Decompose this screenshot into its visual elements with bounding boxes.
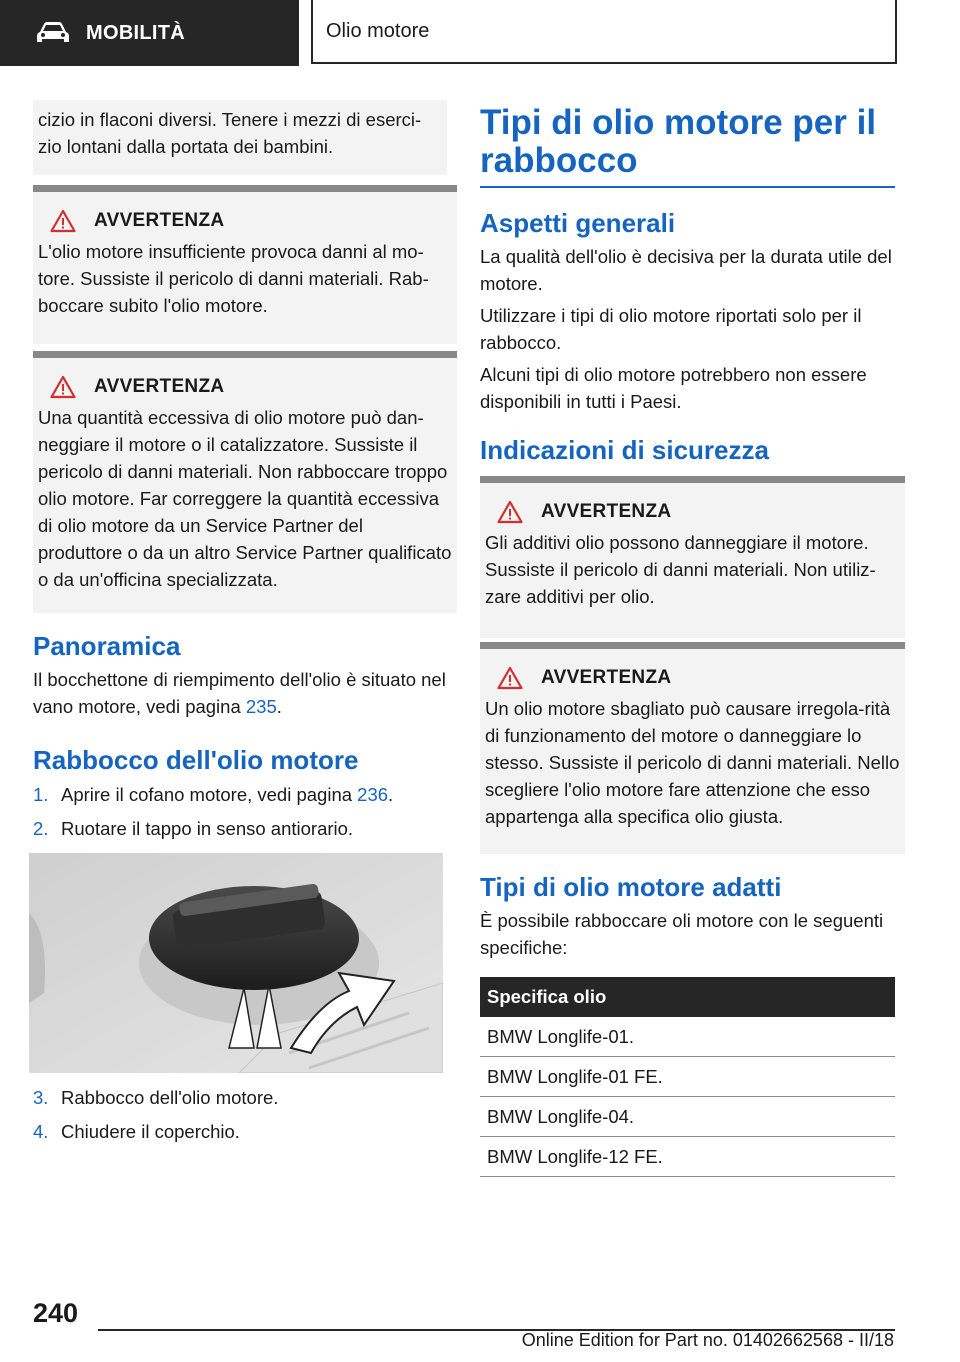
paragraph: Alcuni tipi di olio motore potrebbero non essere disponibili in tutti i Paesi. <box>480 364 867 412</box>
warning-icon <box>497 500 523 524</box>
sicurezza-heading: Indicazioni di sicurezza <box>480 435 769 465</box>
warning-text: Gli additivi olio possono danneggiare il motore. Sussiste il pericolo di danni materiali. Non utiliz-zare additivi per olio. <box>485 532 876 607</box>
steps-continued <box>33 1081 447 1149</box>
warning-icon <box>50 209 76 233</box>
adatti-section <box>480 871 895 1177</box>
page-link[interactable]: 235 <box>245 696 277 717</box>
adatti-text: È possibile rabboccare oli motore con le seguenti specifiche: <box>480 910 884 958</box>
adatti-heading: Tipi di olio motore adatti <box>480 872 782 902</box>
warning-title: AVVERTENZA <box>94 210 225 231</box>
paragraph: Utilizzare i tipi di olio motore riportati solo per il rabbocco. <box>480 305 862 353</box>
oil-cap-illustration <box>29 853 443 1073</box>
table-cell: BMW Longlife-04. <box>480 1097 895 1137</box>
table-row <box>480 1057 895 1097</box>
aspetti-heading: Aspetti generali <box>480 208 676 238</box>
main-heading: Tipi di olio motore per il rabbocco <box>480 104 895 188</box>
warning-title: AVVERTENZA <box>541 501 672 522</box>
table-row <box>480 1137 895 1177</box>
warning-icon <box>50 375 76 399</box>
warning-text: Un olio motore sbagliato può causare irregola-rità di funzionamento del motore o danneggiare lo stesso. Sussiste il pericolo di danni materiali. Nello scegliere l'olio motore fare attenzione che esso appartenga alla specifica olio giusta. <box>485 698 900 827</box>
rabbocco-section <box>33 744 447 846</box>
warning-text: Una quantità eccessiva di olio motore può dan-neggiare il motore o il catalizzatore. Sussiste il pericolo di danni materiali. Non rabboccare troppo olio motore. Far correggere la quantità eccessiva di olio motore da un Service Partner del produttore o da un altro Service Partner qualificato o da un'officina specializzata. <box>38 407 452 590</box>
warning-text: L'olio motore insufficiente provoca danni al mo-tore. Sussiste il pericolo di danni materiali. Rab-boccare subito l'olio motore. <box>38 241 429 316</box>
warning-box <box>480 642 905 854</box>
warning-icon <box>497 666 523 690</box>
panoramica-text: Il bocchettone di riempimento dell'olio è situato nel vano motore, vedi pagina 235. <box>33 669 446 717</box>
table-cell: BMW Longlife-01 FE. <box>480 1057 895 1097</box>
panoramica-section <box>33 630 447 720</box>
rabbocco-heading: Rabbocco dell'olio motore <box>33 745 359 775</box>
step-item: 1. Aprire il cofano motore, vedi pagina 236. <box>33 784 394 805</box>
warning-box <box>480 476 905 638</box>
table-cell: BMW Longlife-12 FE. <box>480 1137 895 1177</box>
chapter-title: Olio motore <box>326 19 430 42</box>
edition-text: Online Edition for Part no. 01402662568 - II/18 <box>521 1330 894 1350</box>
oil-spec-table <box>480 977 895 1177</box>
continued-note-text: cizio in flaconi diversi. Tenere i mezzi di eserci-zio lontani dalla portata dei bambini. <box>38 109 422 157</box>
warning-title: AVVERTENZA <box>541 667 672 688</box>
table-cell: BMW Longlife-01. <box>480 1017 895 1057</box>
table-row <box>480 1017 895 1057</box>
chapter-header <box>311 0 897 64</box>
warning-box <box>33 351 457 613</box>
step-item: 2. Ruotare il tappo in senso antiorario. <box>33 818 354 839</box>
warning-title: AVVERTENZA <box>94 376 225 397</box>
step-item: 4. Chiudere il coperchio. <box>33 1121 240 1142</box>
sicurezza-section <box>480 434 895 466</box>
car-icon <box>36 21 70 45</box>
step-item: 3. Rabbocco dell'olio motore. <box>33 1087 279 1108</box>
page-number: 240 <box>33 1298 79 1328</box>
panoramica-heading: Panoramica <box>33 631 181 661</box>
main-section <box>480 104 895 188</box>
page-link[interactable]: 236 <box>357 784 389 805</box>
table-row <box>480 1097 895 1137</box>
warning-box <box>33 185 457 344</box>
section-tab[interactable] <box>0 0 299 66</box>
paragraph: La qualità dell'olio è decisiva per la durata utile del motore. <box>480 246 892 294</box>
table-header: Specifica olio <box>480 977 895 1017</box>
continued-note <box>33 100 447 175</box>
aspetti-section <box>480 207 895 415</box>
section-label: MOBILITÀ <box>86 21 186 44</box>
